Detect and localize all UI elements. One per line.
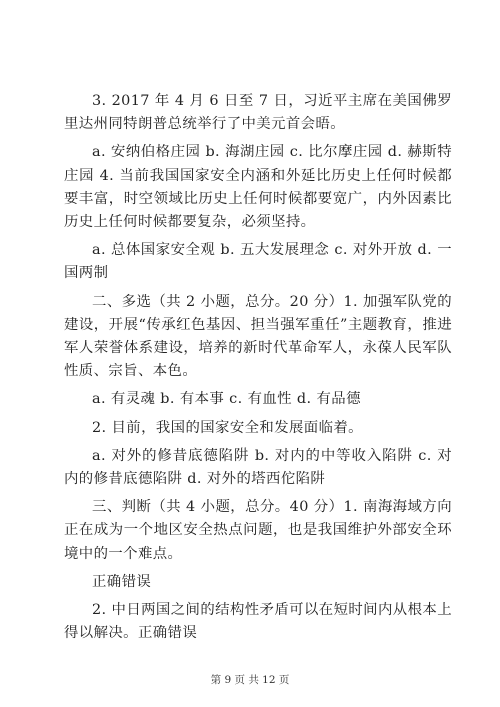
true-false-section-question-1: 三、判断（共 4 小题，总分。40 分）1. 南海海域方向正在成为一个地区安全热点问题，也是我国维护外部安全环境中的一个难点。 bbox=[64, 499, 452, 562]
page-number-footer: 第 9 页 共 12 页 bbox=[210, 674, 290, 686]
question-3-options-and-question-4-stem: a. 安纳伯格庄园 b. 海湖庄园 c. 比尔摩庄园 d. 赫斯特庄园 4. 当前我国国家安全内涵和外延比历史上任何时候都要丰富，时空领域比历史上任何时候都要宽广，内外因素比历史上任何时候都要复杂，必须坚持。 bbox=[64, 144, 452, 231]
question-3-stem: 3. 2017 年 4 月 6 日至 7 日，习近平主席在美国佛罗里达州同特朗普总统举行了中美元首会晤。 bbox=[64, 93, 452, 133]
true-false-question-1-answer-choices: 正确错误 bbox=[92, 573, 152, 590]
true-false-question-2: 2. 中日两国之间的结构性矛盾可以在短时间内从根本上得以解决。正确错误 bbox=[64, 602, 452, 642]
multiple-choice-question-1-options: a. 有灵魂 b. 有本事 c. 有血性 d. 有品德 bbox=[92, 391, 361, 408]
multiple-choice-section-question-1: 二、多选（共 2 小题，总分。20 分）1. 加强军队党的建设，开展“传承红色基因、担当强军重任”主题教育，推进军人荣誉体系建设，培养的新时代革命军人，永葆人民军队性质、宗旨、本色。 bbox=[64, 293, 452, 380]
question-4-options: a. 总体国家安全观 b. 五大发展理念 c. 对外开放 d. 一国两制 bbox=[64, 242, 452, 282]
document-body bbox=[64, 90, 452, 650]
multiple-choice-question-2-stem: 2. 目前，我国的国家安全和发展面临着。 bbox=[92, 419, 363, 436]
multiple-choice-question-2-options: a. 对外的修昔底德陷阱 b. 对内的中等收入陷阱 c. 对内的修昔底德陷阱 d. 对外的塔西佗陷阱 bbox=[64, 447, 452, 488]
